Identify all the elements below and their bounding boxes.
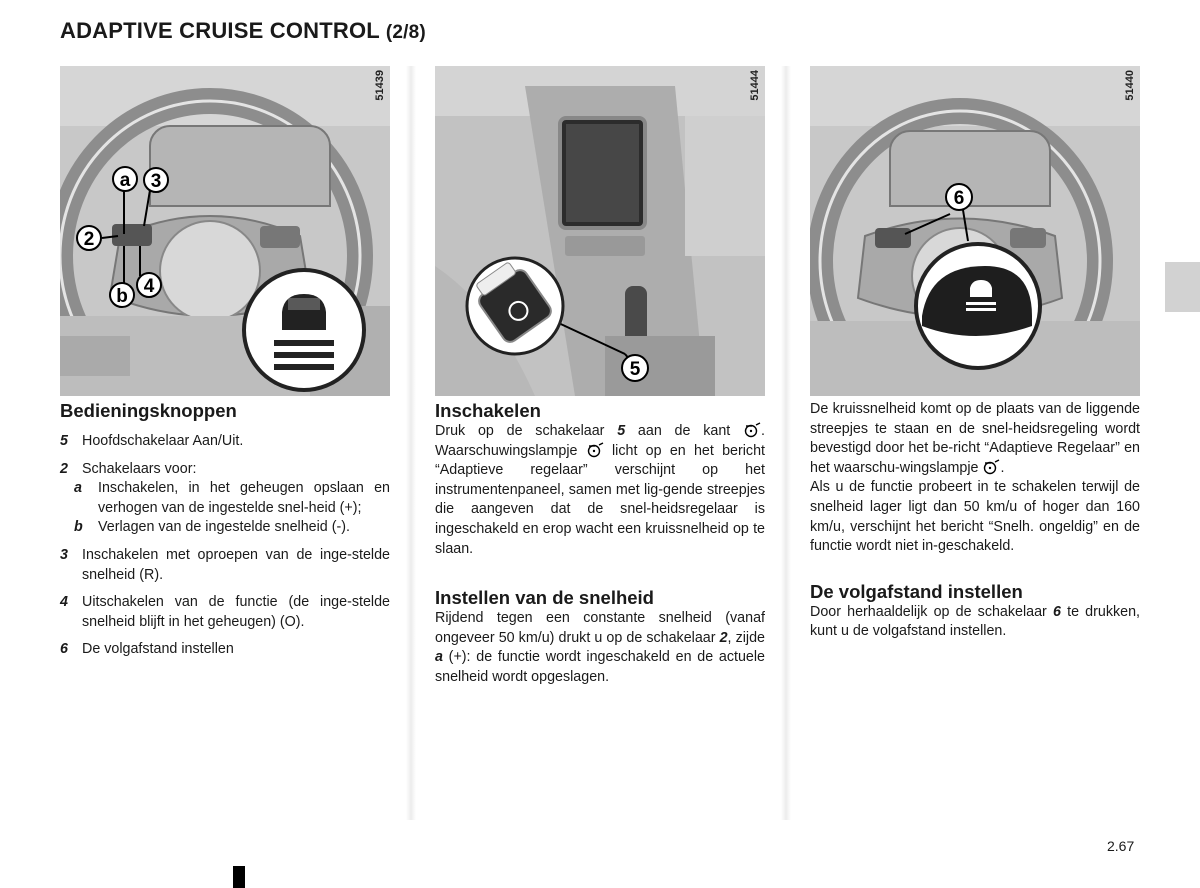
paragraph bbox=[435, 422, 765, 559]
svg-text:b: b bbox=[116, 286, 128, 307]
text: Rijdend tegen een constante snelheid (vanaf ongeveer 50 km/u) drukt u op de schakelaar bbox=[435, 610, 765, 646]
text: (+): de functie wordt ingeschakeld en de actuele snelheid wordt opgeslagen. bbox=[435, 649, 765, 685]
callouts bbox=[810, 66, 1140, 396]
paragraph bbox=[810, 400, 1140, 478]
svg-text:2: 2 bbox=[83, 229, 95, 250]
legend-item bbox=[60, 432, 390, 452]
paragraph bbox=[435, 609, 765, 687]
section-heading: De volgafstand instellen bbox=[810, 580, 1023, 602]
switch-ref: a bbox=[435, 649, 443, 666]
callout-5 bbox=[622, 355, 648, 381]
section-tab-marker bbox=[1165, 262, 1200, 312]
callouts bbox=[435, 66, 765, 396]
text: licht op en het bericht “Adaptieve regelaar” verschijnt op het instrumentenpaneel, samen met lig-gende streepjes die aangeven dat de snel-heidsregelaar is ingeschakeld en erop wacht een kruissnelheid op te slaan. bbox=[435, 442, 765, 557]
legend-key: 6 bbox=[60, 641, 68, 658]
figure-code: 51444 bbox=[749, 70, 761, 101]
text: aan de kant bbox=[625, 423, 744, 439]
text: te drukken, kunt u de volgafstand instellen. bbox=[810, 603, 1141, 640]
print-mark bbox=[233, 866, 245, 888]
legend-key: 4 bbox=[60, 594, 68, 611]
legend-key: 5 bbox=[60, 433, 68, 449]
page-title-subtitle: (2/8) bbox=[385, 22, 426, 43]
section-heading: Bedieningsknoppen bbox=[60, 400, 237, 421]
paragraph bbox=[810, 603, 1140, 642]
figure-code: 51440 bbox=[1124, 70, 1136, 101]
text: , zijde bbox=[727, 629, 766, 646]
legend-text: Uitschakelen van de functie (de inge-stelde snelheid blijft in het geheugen) (O). bbox=[82, 594, 390, 630]
callout-3 bbox=[144, 168, 168, 192]
text: . bbox=[1000, 459, 1005, 476]
figure-center-console bbox=[435, 66, 765, 396]
legend-text: Inschakelen met oproepen van de inge-stelde snelheid (R). bbox=[82, 546, 390, 583]
column-confirmation bbox=[810, 400, 1140, 642]
callout-b bbox=[110, 283, 134, 307]
callout-2 bbox=[77, 226, 101, 250]
cruise-control-icon bbox=[743, 422, 761, 438]
switch-ref: 6 bbox=[1052, 603, 1061, 620]
legend-key: 3 bbox=[60, 546, 68, 563]
legend-item bbox=[60, 546, 390, 585]
legend-text: De volgafstand instellen bbox=[82, 641, 234, 658]
page-number: 2.67 bbox=[1107, 838, 1135, 854]
callout-6 bbox=[946, 184, 972, 210]
callout-a bbox=[113, 167, 137, 191]
column-divider bbox=[781, 66, 791, 820]
figure-steering-wheel-left-controls bbox=[60, 66, 390, 396]
page-title-text: ADAPTIVE CRUISE CONTROL bbox=[60, 18, 380, 43]
text: De kruissnelheid komt op de plaats van de liggende streepjes te staan en de snel-heidsregeling wordt bevestigd door het be-richt “Adaptieve Regelaar” en het waarschu-wingslampje bbox=[810, 401, 1140, 476]
legend-text: Verlagen van de ingestelde snelheid (-). bbox=[98, 519, 350, 536]
column-divider bbox=[406, 66, 416, 820]
legend-item bbox=[60, 593, 390, 632]
cruise-control-icon bbox=[586, 442, 604, 458]
legend-item bbox=[60, 460, 390, 480]
legend-text: Schakelaars voor: bbox=[82, 460, 197, 477]
legend-key: a bbox=[74, 480, 82, 497]
text: Druk op de schakelaar bbox=[435, 423, 618, 439]
section-heading: Instellen van de snelheid bbox=[435, 587, 654, 609]
legend-subitem bbox=[74, 479, 390, 518]
legend-text: Hoofdschakelaar Aan/Uit. bbox=[82, 433, 244, 449]
callout-4 bbox=[137, 273, 161, 297]
text: Door herhaaldelijk op de schakelaar bbox=[810, 603, 1053, 620]
svg-text:6: 6 bbox=[953, 188, 965, 209]
callouts bbox=[60, 66, 390, 396]
svg-text:4: 4 bbox=[143, 276, 155, 297]
legend-key: 2 bbox=[60, 460, 68, 477]
column-controls bbox=[60, 400, 390, 660]
svg-text:a: a bbox=[119, 170, 131, 191]
paragraph: Als u de functie probeert in te schakelen terwijl de snelheid lager ligt dan 50 km/u of hoger dan 160 km/u, verschijnt het bericht “Snelh. ongeldig” en de functie wordt niet in-geschakeld. bbox=[810, 479, 1140, 555]
switch-ref: 5 bbox=[617, 423, 626, 439]
figure-code: 51439 bbox=[374, 70, 386, 101]
legend-key: b bbox=[74, 519, 83, 536]
svg-text:5: 5 bbox=[629, 359, 641, 380]
page-title bbox=[60, 18, 426, 44]
svg-text:3: 3 bbox=[150, 171, 162, 192]
text: . Waarschuwingslampje bbox=[435, 423, 765, 459]
cruise-control-icon bbox=[982, 459, 1000, 475]
column-activation bbox=[435, 400, 765, 688]
figure-steering-wheel-right-controls bbox=[810, 66, 1140, 396]
legend-subitem bbox=[74, 518, 390, 538]
legend-item bbox=[60, 640, 390, 660]
section-heading: Inschakelen bbox=[435, 400, 541, 421]
legend-text: Inschakelen, in het geheugen opslaan en verhogen van de ingestelde snel-heid (+); bbox=[98, 480, 390, 516]
switch-ref: 2 bbox=[719, 629, 728, 646]
